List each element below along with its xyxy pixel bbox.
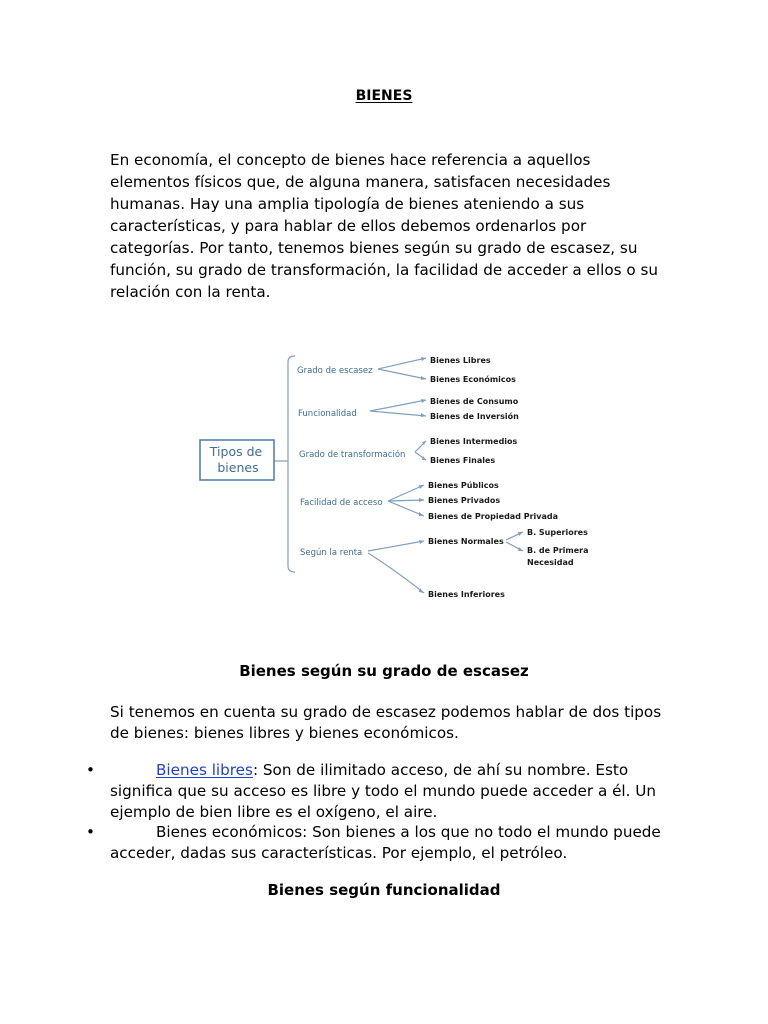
diagram-root-line1: Tipos de [209, 444, 263, 459]
document-title: BIENES [355, 88, 413, 104]
connector-privados [388, 500, 424, 501]
category-label: Funcionalidad [298, 409, 357, 419]
connector-inferiores [368, 553, 424, 593]
item-label: Bienes Privados [428, 496, 501, 505]
item-label: Bienes Libres [430, 356, 491, 365]
category-label: Facilidad de acceso [300, 498, 383, 508]
connector-economicos [378, 369, 426, 379]
escasez-paragraph: Si tenemos en cuenta su grado de escasez podemos hablar de dos tipos de bienes: bienes libres y bienes económicos. [110, 703, 662, 742]
bullet-text: Bienes económicos: Son bienes a los que no todo el mundo puede acceder, dadas sus características. Por ejemplo, el petróleo. [110, 823, 661, 862]
bullet-item [86, 822, 662, 864]
connector-consumo [370, 400, 426, 411]
bullet-item [86, 760, 662, 823]
category-bracket [288, 356, 295, 572]
category-label: Según la renta [300, 548, 363, 558]
connector-libres [378, 358, 426, 369]
bullet-marker: • [86, 761, 95, 779]
subitem-label: B. de Primera [527, 546, 589, 555]
connector-publicos [388, 485, 424, 501]
bienes-libres-link[interactable]: Bienes libres [156, 761, 253, 779]
subitem-label: B. Superiores [527, 528, 588, 537]
bullet-text: : Son de ilimitado acceso, de ahí su nombre. Esto significa que su acceso es libre y todo el mundo puede acceder a él. Un ejemplo de bien libre es el oxígeno, el aire. [110, 761, 657, 821]
intro-paragraph: En economía, el concepto de bienes hace referencia a aquellos elementos físicos que, de alguna manera, satisfacen necesidades humanas. Hay una amplia tipología de bienes ateniendo a sus características, y para hablar de ellos debemos ordenarlos por categorías. Por tanto, tenemos bienes según su grado de escasez, su función, su grado de transformación, la facilidad de acceder a ellos o su relación con la renta. [110, 151, 659, 301]
connector-propiedad-privada [388, 501, 424, 516]
category-label: Grado de escasez [297, 366, 373, 376]
subitem-label: Necesidad [527, 558, 574, 567]
connector-inversion [370, 411, 426, 416]
item-label: Bienes Finales [430, 456, 496, 465]
goods-types-diagram [0, 320, 768, 620]
item-label: Bienes Económicos [430, 375, 516, 384]
category-label: Grado de transformación [299, 450, 406, 460]
item-label: Bienes Intermedios [430, 437, 518, 446]
connector-normales [368, 541, 424, 551]
item-label: Bienes Normales [428, 537, 504, 546]
diagram-root-line2: bienes [217, 460, 259, 475]
item-label: Bienes de Consumo [430, 397, 519, 406]
bullet-marker: • [86, 823, 95, 841]
item-label: Bienes Públicos [428, 481, 499, 490]
section-heading-funcionalidad: Bienes según funcionalidad [267, 881, 501, 899]
section-heading-escasez: Bienes según su grado de escasez [239, 662, 529, 680]
item-label: Bienes de Propiedad Privada [428, 512, 558, 521]
item-label: Bienes de Inversión [430, 412, 519, 421]
item-label: Bienes Inferiores [428, 590, 505, 599]
